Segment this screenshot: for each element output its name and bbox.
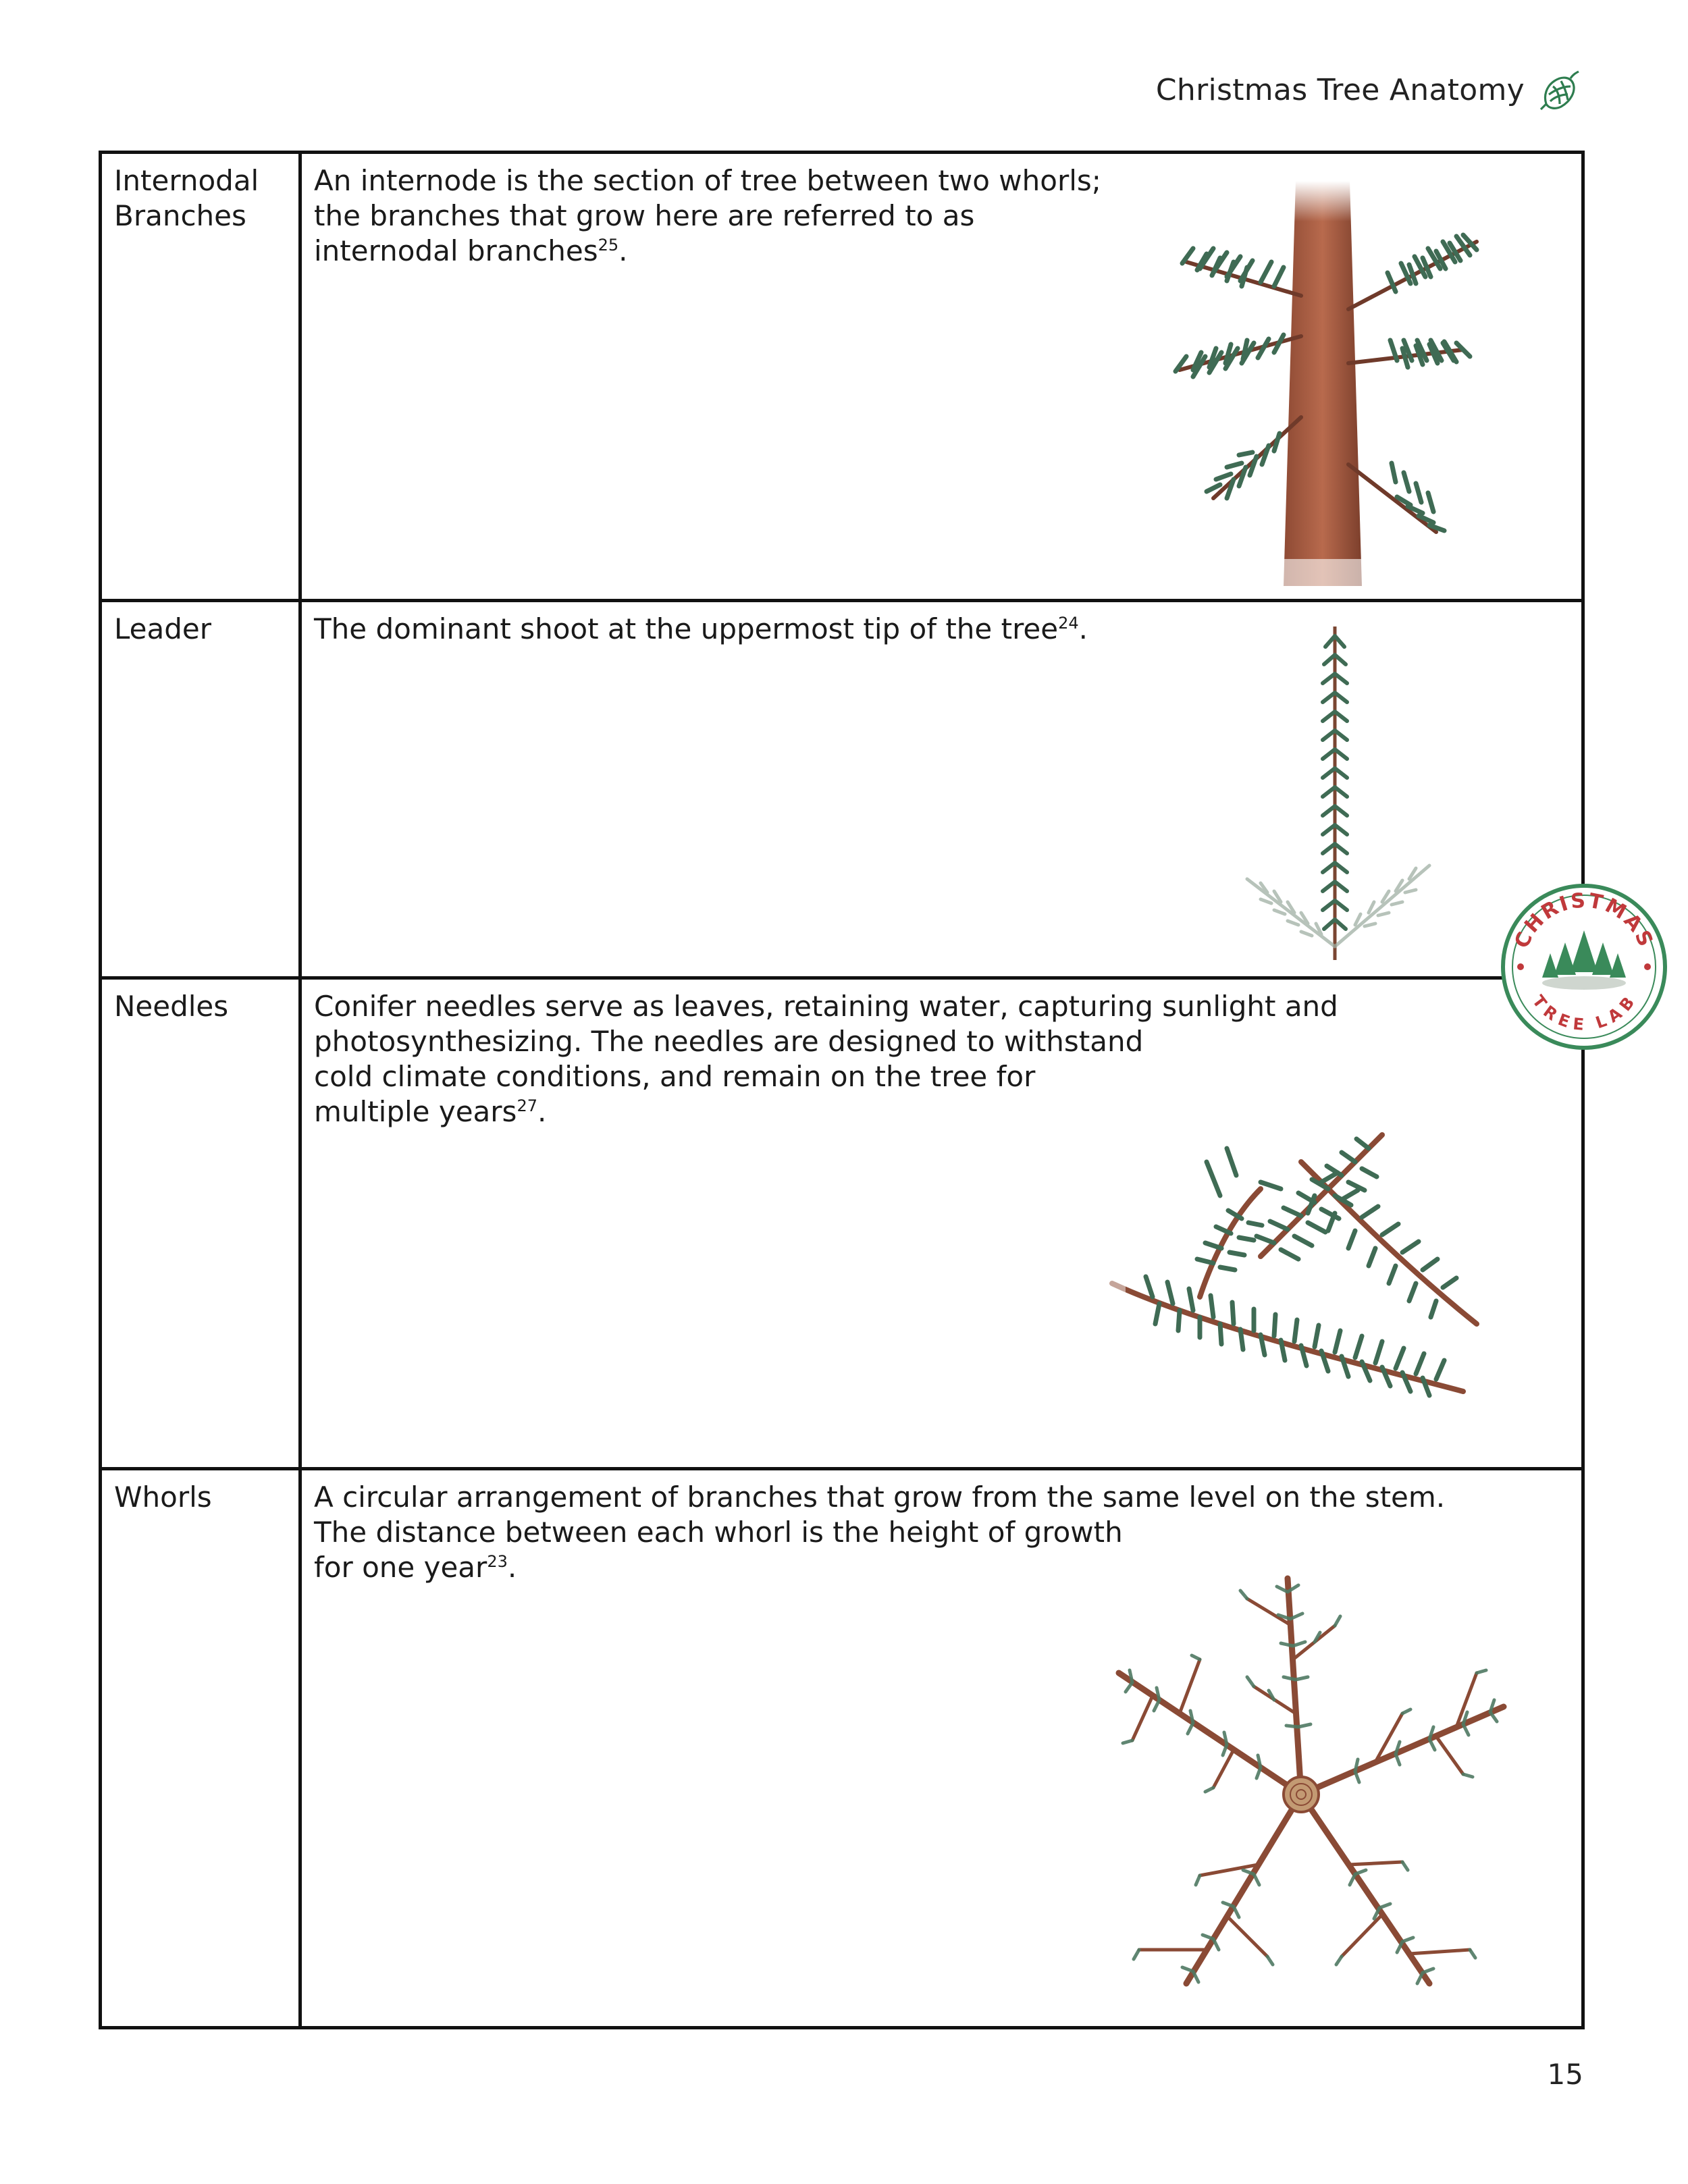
needles-illustration: [1099, 1081, 1517, 1459]
footnote-ref: 24: [1058, 614, 1079, 633]
christmas-tree-lab-badge: [1500, 883, 1668, 1050]
table-row: [101, 978, 1583, 1469]
table-row: [101, 153, 1583, 601]
header-title: Christmas Tree Anatomy: [1155, 72, 1525, 107]
definition-cell: [300, 1469, 1583, 2028]
definition-cell: [300, 153, 1583, 601]
whorls-illustration: [1099, 1558, 1531, 2004]
term-whorls: Whorls: [114, 1481, 212, 1514]
definition-whorls: A circular arrangement of branches that grow from the same level on the stem. The distance between each whorl is the height of growth for one year$^{23}$.: [314, 1481, 1446, 1584]
definition-cell: [300, 978, 1583, 1469]
term-needles: Needles: [114, 990, 229, 1023]
footnote-ref: 23: [487, 1552, 508, 1571]
footnote-ref: 27: [517, 1096, 537, 1115]
definition-internodal-branches: An internode is the section of tree between two whorls; the branches that grow here are referred to as internodal branches$^{25}$.: [314, 164, 1101, 267]
term-leader: Leader: [114, 612, 212, 645]
table-row: [101, 601, 1583, 978]
badge-bottom-text: TREE LAB: [1528, 991, 1640, 1035]
term-cell: [101, 978, 300, 1469]
page-number: 15: [1547, 2058, 1583, 2091]
pinecone-icon: [1537, 66, 1580, 113]
definition-leader: The dominant shoot at the uppermost tip of the tree$^{24}$.: [314, 612, 1088, 645]
leader-illustration: [1227, 622, 1443, 974]
anatomy-table: [99, 151, 1585, 2029]
term-cell: [101, 153, 300, 601]
footnote-ref: 25: [598, 236, 619, 255]
definition-needles: Conifer needles serve as leaves, retaining water, capturing sunlight and photosynthesizing. The needles are designed to withstand cold climate conditions, and remain on the tree for multiple years$^{27}$.: [314, 990, 1338, 1128]
term-cell: [101, 1469, 300, 2028]
term-internodal-branches: Internodal Branches: [114, 164, 259, 232]
term-cell: [101, 601, 300, 978]
page-header: [1156, 66, 1580, 113]
definition-cell: [300, 601, 1583, 978]
badge-top-text: CHRISTMAS: [1510, 888, 1658, 952]
table-row: [101, 1469, 1583, 2028]
